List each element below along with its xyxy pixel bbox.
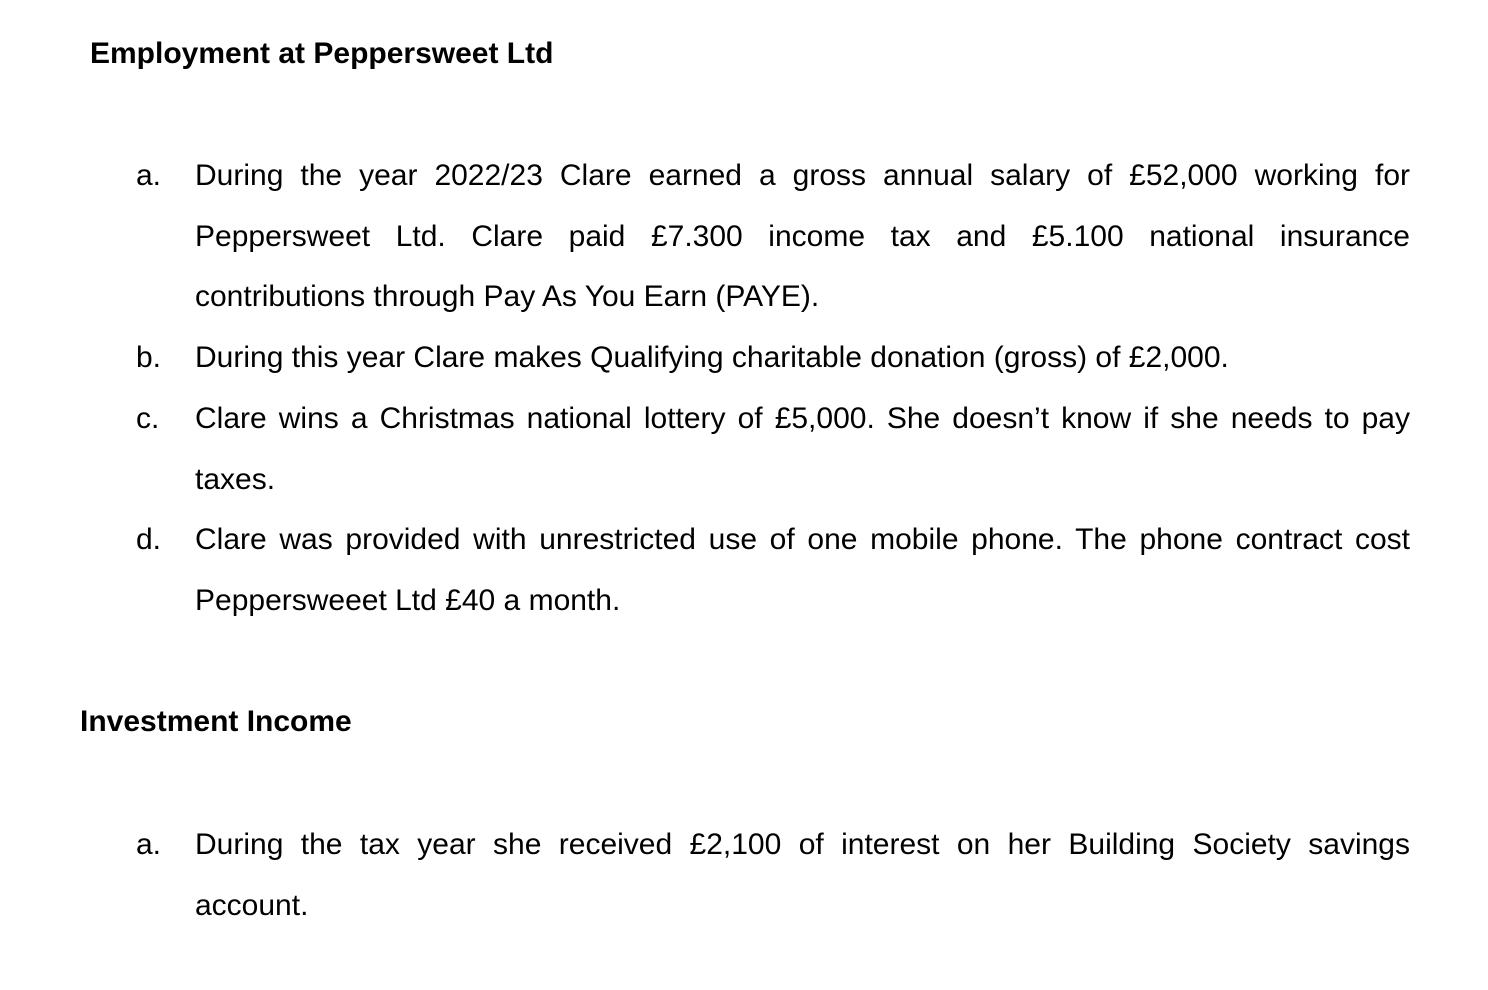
list-item-text: During the year 2022/23 Clare earned a gross annual salary of £52,000 working for Peppersweet Ltd. Clare paid £7.300 income tax and £5.100 national insurance contributions through Pay As You Earn (PAYE). — [195, 159, 1410, 314]
list-marker: b. — [136, 341, 162, 375]
list-marker: a. — [136, 828, 162, 861]
list-item — [136, 146, 1410, 328]
list-item-text: Clare was provided with unrestricted use of one mobile phone. The phone contract cost Peppersweeet Ltd £40 a month. — [195, 523, 1410, 617]
list-item — [136, 815, 1410, 936]
list-marker: a. — [136, 159, 162, 192]
list-item — [136, 389, 1410, 510]
list-item — [136, 328, 1410, 389]
investment-list — [136, 815, 1410, 936]
employment-section-heading: Employment at Peppersweet Ltd — [90, 37, 554, 70]
list-item-text: Clare wins a Christmas national lottery of £5,000. She doesn’t know if she needs to pay taxes. — [195, 401, 1410, 496]
list-item-text: During the tax year she received £2,100 of interest on her Building Society savings account. — [195, 828, 1410, 922]
employment-list — [136, 146, 1410, 632]
investment-section-heading: Investment Income — [80, 705, 352, 738]
list-item — [136, 510, 1410, 631]
list-marker: c. — [136, 401, 160, 435]
list-marker: d. — [136, 523, 162, 557]
list-item-text: During this year Clare makes Qualifying charitable donation (gross) of £2,000. — [195, 341, 1229, 375]
